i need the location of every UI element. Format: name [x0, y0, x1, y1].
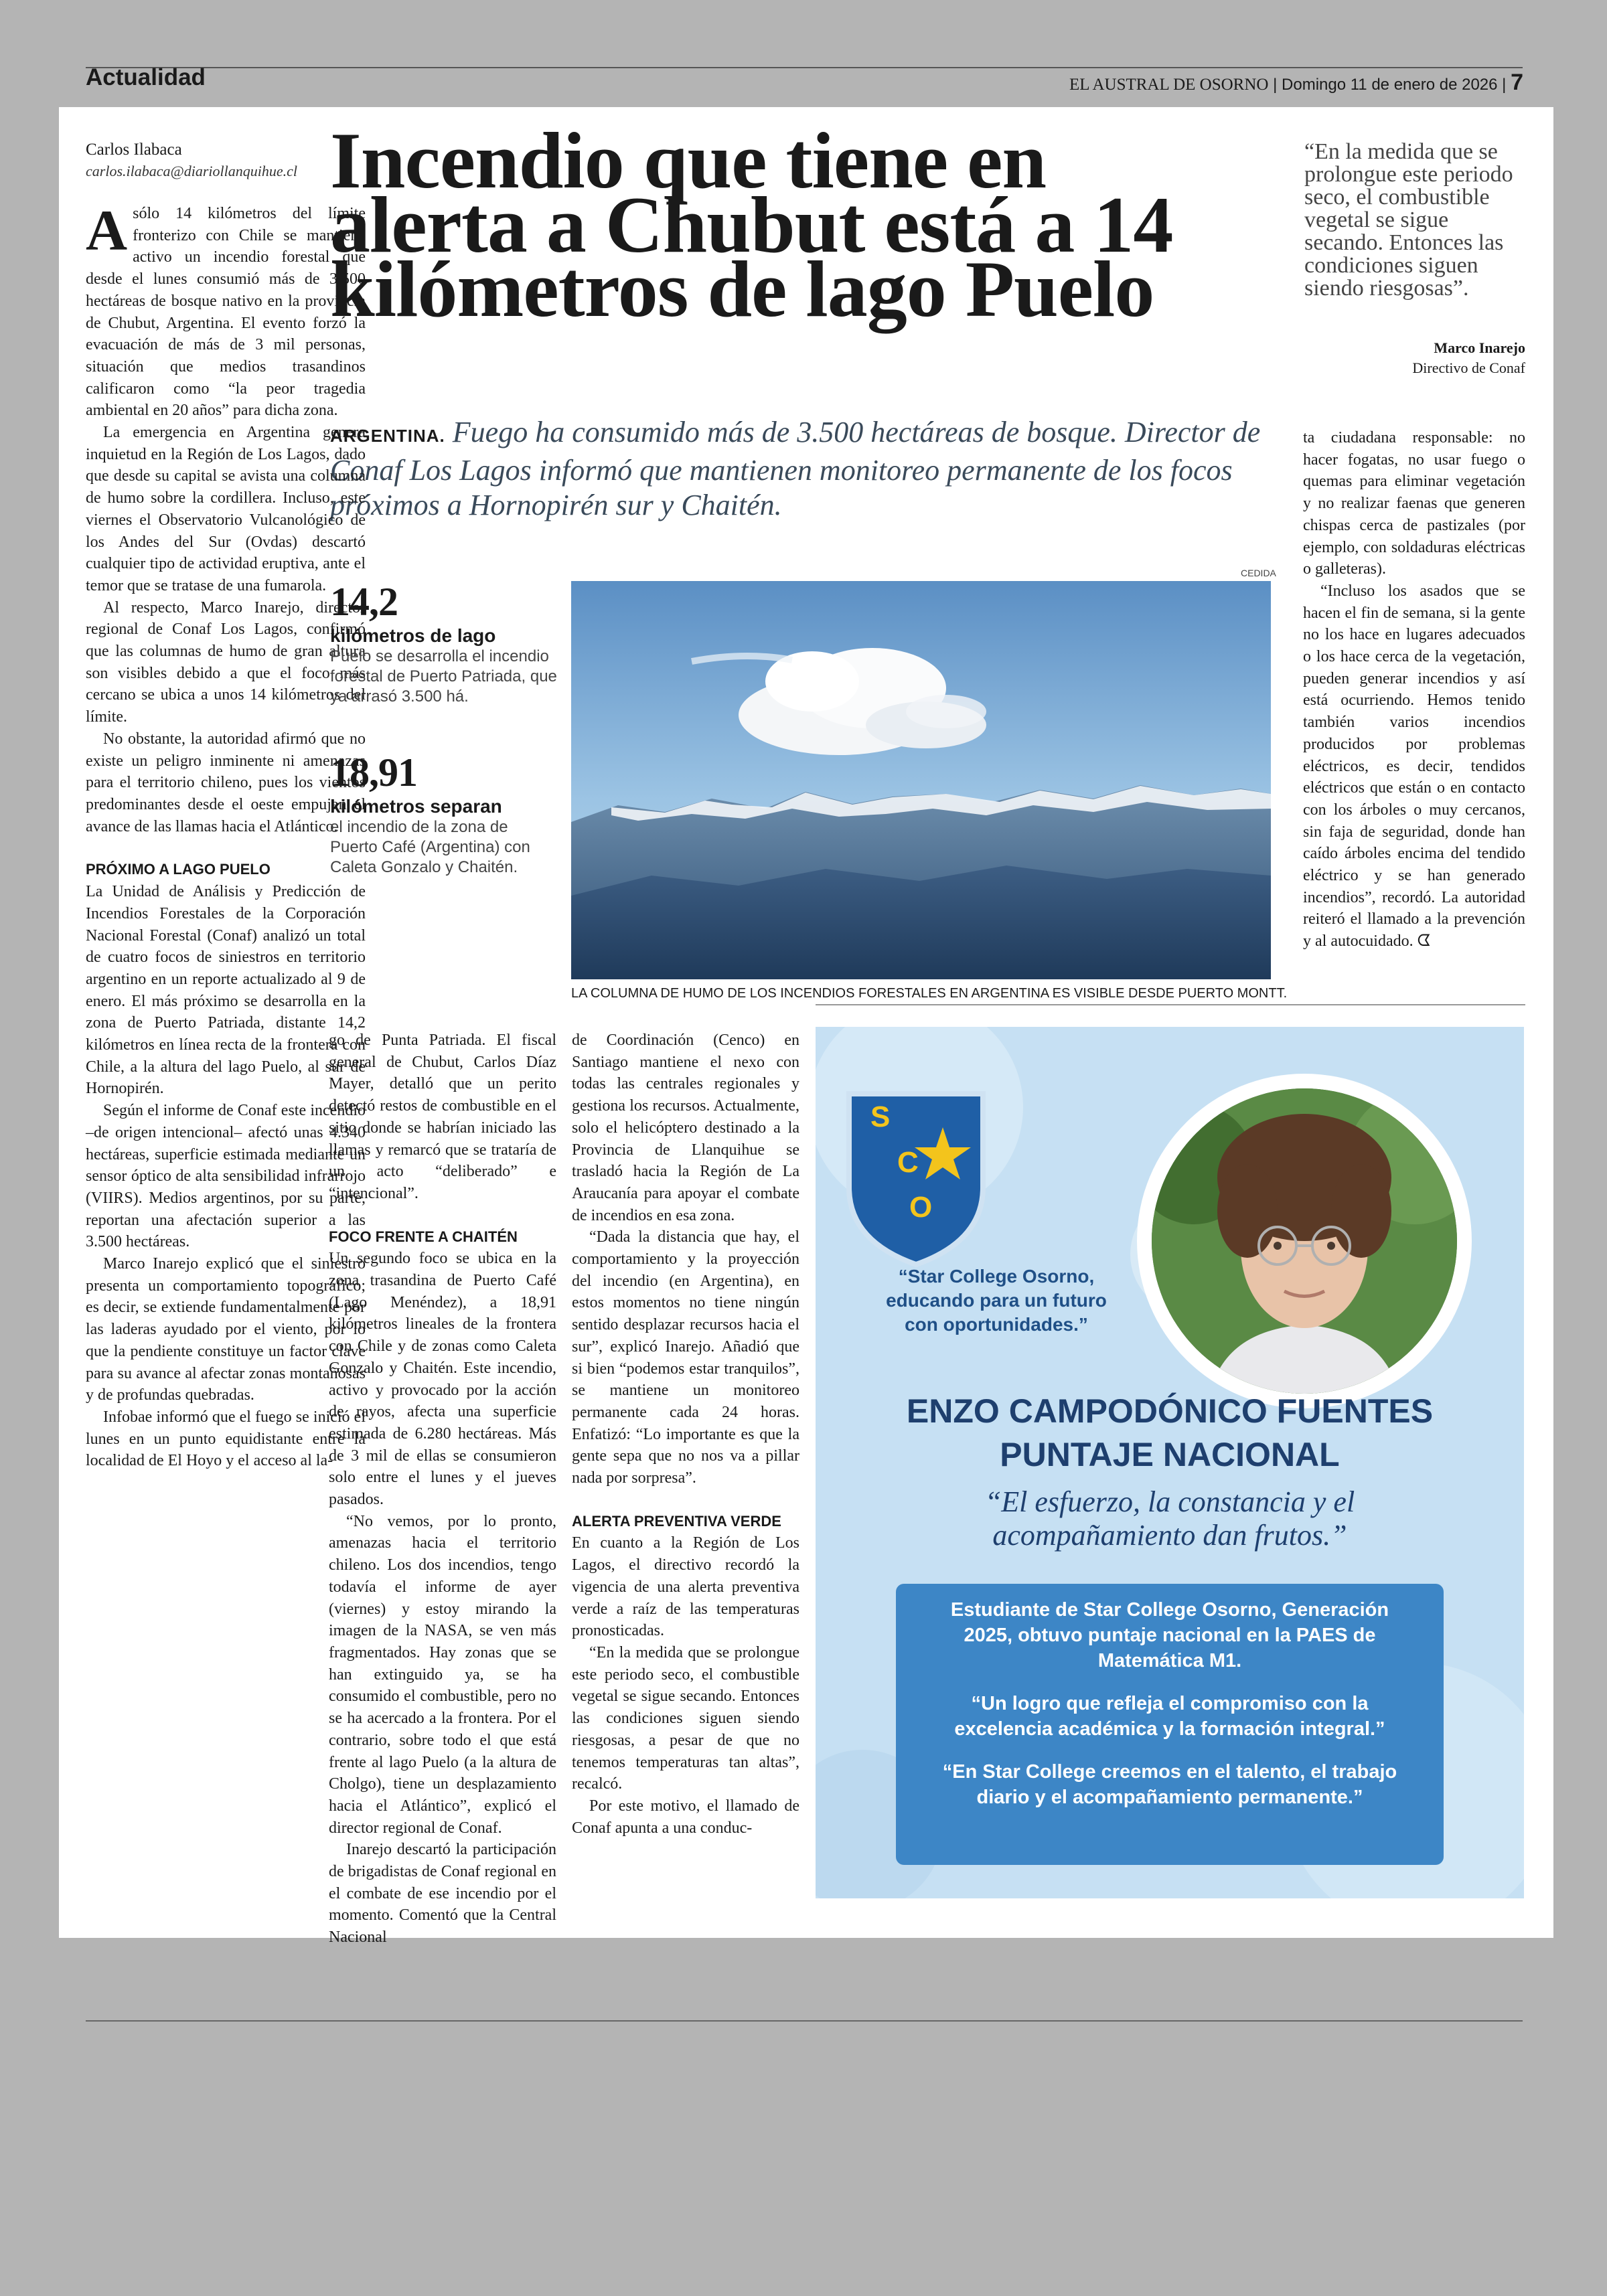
lead-text: Fuego ha consumido más de 3.500 hectáreas de bosque. Director de Conaf Los Lagos informó que mantienen monitoreo permanente de los focos próximos a Hornopirén sur y Chaitén.	[330, 416, 1261, 521]
section-name: Actualidad	[86, 64, 206, 90]
article-column-1	[86, 198, 366, 1472]
masthead	[1069, 70, 1523, 96]
ad-info-paragraph: Estudiante de Star College Osorno, Generación 2025, obtuvo puntaje nacional en la PAES de Matemática M1.	[950, 1599, 1389, 1671]
article-paragraph: ta ciudadana responsable: no hacer fogatas, no usar fuego o quemas para eliminar vegetación y no realizar faenas que generen chispas cerca de pastizales (por ejemplo, con soldaduras eléctricas o galleteras).	[1303, 429, 1525, 578]
fact-label: kilómetros de lago	[330, 625, 496, 646]
pull-quote-attribution	[1304, 338, 1525, 378]
fact-text: el incendio de la zona de Puerto Café (Argentina) con Caleta Gonzalo y Chaitén.	[330, 818, 530, 876]
article-paragraph: “No vemos, por lo pronto, amenazas hacia el territorio chileno. Los dos incendios, tengo todavía el informe de ayer (viernes) y estoy mirando la imagen de la NASA, se ven más fragmentados. Hay zonas que se han extinguido ya, se ha consumido el combustible, pero no se ha acercado a la frontera. Por el contrario, sobre todo el que está frente al lago Puelo (a la altura de Cholgo), tiene un desplazamiento hacia el Atlántico”, explicó el director regional de Conaf.	[329, 1512, 556, 1837]
article-paragraph: Por este motivo, el llamado de Conaf apunta a una conduc-	[572, 1797, 799, 1837]
article-paragraph: Infobae informó que el fuego se inició el lunes en un punto equidistante entre la localidad de El Hoyo y el acceso al la-	[86, 1408, 366, 1470]
lead-paragraph	[330, 415, 1301, 523]
end-mark: ᗧ	[1417, 932, 1431, 951]
article-paragraph: Marco Inarejo explicó que el siniestro presenta un comportamiento topográfico; es decir, se extiende fundamentalmente por las laderas ayudado por el viento, por lo que la pendiente constituye un factor clave para su avance al afectar zonas montañosas y de profundas quebradas.	[86, 1255, 366, 1404]
subheading: FOCO FRENTE A CHAITÉN	[329, 1228, 518, 1245]
slogan-line: con oportunidades.”	[905, 1314, 1088, 1335]
article-paragraph: La emergencia en Argentina genera inquietud en la Región de Los Lagos, dado que desde su capital se avista una columna de humo sobre la cordillera. Incluso, este viernes el Observatorio Vulcanológico de los Andes del Sur (Ovdas) descartó cualquier tipo de actividad eruptiva, ante el temor que se tratase de una fumarola.	[86, 424, 366, 594]
fact-box	[330, 579, 558, 707]
headline-line: Incendio que tiene en	[330, 116, 1047, 205]
article-paragraph: Un segundo foco se ubica en la zona trasandina de Puerto Café (Lago Menéndez), a 18,91 kilómetros lineales de la frontera con Chile y de zonas como Caleta Gonzalo y Chaitén. Este incendio, activo y provocado por la acción de rayos, afecta una superficie estimada de 6.280 hectáreas. Más de 3 mil de ellas se consumieron solo entre el lunes y el jueves pasados.	[329, 1250, 556, 1509]
article-paragraph: La Unidad de Análisis y Predicción de Incendios Forestales de la Corporación Nacional Forestal (Conaf) analizó un total de cuatro focos de siniestros en territorio argentino en un reporte actualizado al 9 de enero. El más próximo se desarrolla en la zona de Puerto Patriada, distante 14,2 kilómetros en línea recta de la frontera con Chile, a la altura del lago Puelo, al sur de Hornopirén.	[86, 883, 366, 1098]
article-paragraph: de Coordinación (Cenco) en Santiago mantiene el nexo con todas las centrales regionales y gestiona los recursos. Actualmente, solo el helicóptero destinado a la Provincia de Llanquihue se trasladó hacia la Región de La Araucanía para apoyar el combate de incendios en esa zona.	[572, 1032, 799, 1224]
ad-quote	[816, 1485, 1524, 1552]
byline	[86, 139, 367, 182]
article-paragraph: go de Punta Patriada. El fiscal general de Chubut, Carlos Díaz Mayer, detalló que un perito detectó restos de combustible en el sitio donde se habrían iniciado las llamas y remarcó que se trataría de un acto “deliberado” e “intencional”.	[329, 1032, 556, 1202]
pull-quote: “En la medida que se prolongue este periodo seco, el combustible vegetal se sigue secando. Entonces las condiciones siguen siendo riesgosas”.	[1304, 139, 1513, 301]
article-paragraph: Inarejo descartó la participación de brigadistas de Conaf regional en el combate de ese incendio por el momento. Comentó que la Central Nacional	[329, 1841, 556, 1947]
ad-student-name: ENZO CAMPODÓNICO FUENTES	[906, 1392, 1434, 1430]
author-email: carlos.ilabaca@diariollanquihue.cl	[86, 163, 297, 179]
page-number: 7	[1511, 70, 1523, 95]
article-paragraph: “En la medida que se prolongue este periodo seco, el combustible vegetal se sigue secando. Entonces las condiciones siguen siendo riesgosas, a pesar de que no tenemos temperaturas tan altas”, recalcó.	[572, 1643, 799, 1793]
photo-caption: LA COLUMNA DE HUMO DE LOS INCENDIOS FORESTALES EN ARGENTINA ES VISIBLE DESDE PUERTO MONTT.	[571, 986, 1288, 1001]
author-name: Carlos Ilabaca	[86, 141, 182, 159]
subheading: PRÓXIMO A LAGO PUELO	[86, 861, 271, 878]
ad-info-paragraph: “En Star College creemos en el talento, el trabajo diario y el acompañamiento permanente.”	[942, 1761, 1397, 1808]
article-column-4	[1303, 427, 1525, 953]
article-column-3	[572, 1030, 799, 1839]
newspaper-page	[59, 107, 1553, 1947]
quote-line: acompañamiento dan frutos.”	[992, 1519, 1347, 1552]
fact-box	[330, 750, 558, 878]
ad-info-paragraph: “Un logro que refleja el compromiso con la excelencia académica y la formación integral.”	[954, 1693, 1385, 1740]
quote-line: “El esfuerzo, la constancia y el	[984, 1485, 1355, 1518]
article-paragraph: “Dada la distancia que hay, el comportamiento y la proyección del incendio (en Argentina), en estos momentos no tiene ningún sentido desplazar recursos hacia el sur”, explicó Inarejo. Añadió que si bien “podemos estar tranquilos”, se mantiene un monitoreo permanente cada 24 horas. Enfatizó: “Lo importante es que la gente sepa que no nos va a pillar nada por sorpresa”.	[572, 1228, 799, 1487]
fact-text: Puelo se desarrolla el incendio forestal de Puerto Patriada, que ya arrasó 3.500 há.	[330, 647, 557, 706]
article-paragraph: Asólo 14 kilómetros del límite fronterizo con Chile se mantiene activo un incendio forestal que desde el lunes consumió más de 3.500 hectáreas de bosque nativo en la provincia de Chubut, Argentina. El evento forzó la evacuación de más de 3 mil personas, situación que medios trasandinos calificaron como “la peor tragedia ambiental en 20 años” para dicha zona.	[86, 198, 366, 420]
slogan-line: educando para un futuro	[886, 1290, 1107, 1311]
article-paragraph: En cuanto a la Región de Los Lagos, el directivo recordó la vigencia de una alerta preventiva verde a raíz de las temperaturas pronosticadas.	[572, 1534, 799, 1640]
quote-author: Marco Inarejo	[1434, 339, 1525, 356]
ad-info-box	[896, 1584, 1444, 1865]
smoke-column-photo	[571, 581, 1271, 979]
article-paragraph: Al respecto, Marco Inarejo, director regional de Conaf Los Lagos, confirmó que las columnas de humo de gran altura son visibles debido a que el foco más cercano se ubica a unos 14 kilómetros del límite.	[86, 598, 366, 726]
logo-letter: O	[909, 1191, 933, 1224]
logo-letter: S	[870, 1100, 891, 1133]
fact-number: 14,2	[330, 580, 398, 624]
headline-line: alerta a Chubut está a 14	[330, 180, 1173, 269]
fact-label: kilómetros separan	[330, 796, 502, 817]
ad-title: PUNTAJE NACIONAL	[1000, 1436, 1340, 1473]
logo-letter: C	[897, 1146, 919, 1179]
student-portrait	[1134, 1070, 1475, 1412]
article-column-2	[329, 1030, 556, 1949]
star-college-ad	[816, 1027, 1524, 1898]
top-rule	[86, 67, 1523, 68]
ad-slogan	[836, 1264, 1157, 1337]
paper-name: EL AUSTRAL DE OSORNO	[1069, 76, 1269, 94]
photo-credit: CEDIDA	[1241, 568, 1276, 578]
column-rule	[816, 1004, 1525, 1005]
lead-keyword: ARGENTINA.	[330, 426, 445, 446]
fact-number: 18,91	[330, 750, 417, 795]
headline	[330, 116, 1348, 333]
article-paragraph: “Incluso los asados que se hacen el fin de semana, si la gente no los hace en lugares adecuados o los hace cerca de la vegetación, pueden generar incendios y así está ocurriendo. Hemos tenido también varios incendios producidos por problemas eléctricos, es decir, tendidos eléctricos que están o en contacto con los árboles o muy cercanos, sin faja de seguridad, donde han caído árboles encima del tendido eléctrico y se han generado incendios”, recordó. La autoridad reiteró el llamado a la prevención y al autocuidado. ᗧ	[1303, 582, 1525, 951]
article-paragraph: No obstante, la autoridad afirmó que no existe un peligro inminente ni amenazas para el territorio chileno, pues los vientos predominantes desde el oeste empujan el avance de las llamas hacia el Atlántico.	[86, 730, 366, 835]
article-paragraph: Según el informe de Conaf este incendio –de origen intencional– afectó unas 4.340 hectáreas, superficie estimada mediante un sensor óptico de alta sensibilidad infrarrojo (VIIRS). Medios argentinos, por su parte, reportan una afectación superior a las 3.500 hectáreas.	[86, 1102, 366, 1251]
bottom-rule	[86, 2020, 1523, 2022]
headline-line: kilómetros de lago Puelo	[330, 244, 1154, 333]
quote-role: Directivo de Conaf	[1412, 359, 1525, 376]
drop-cap: A	[86, 198, 128, 262]
subheading: ALERTA PREVENTIVA VERDE	[572, 1512, 781, 1530]
slogan-line: “Star College Osorno,	[898, 1266, 1095, 1287]
issue-date: | Domingo 11 de enero de 2026 |	[1273, 76, 1507, 94]
